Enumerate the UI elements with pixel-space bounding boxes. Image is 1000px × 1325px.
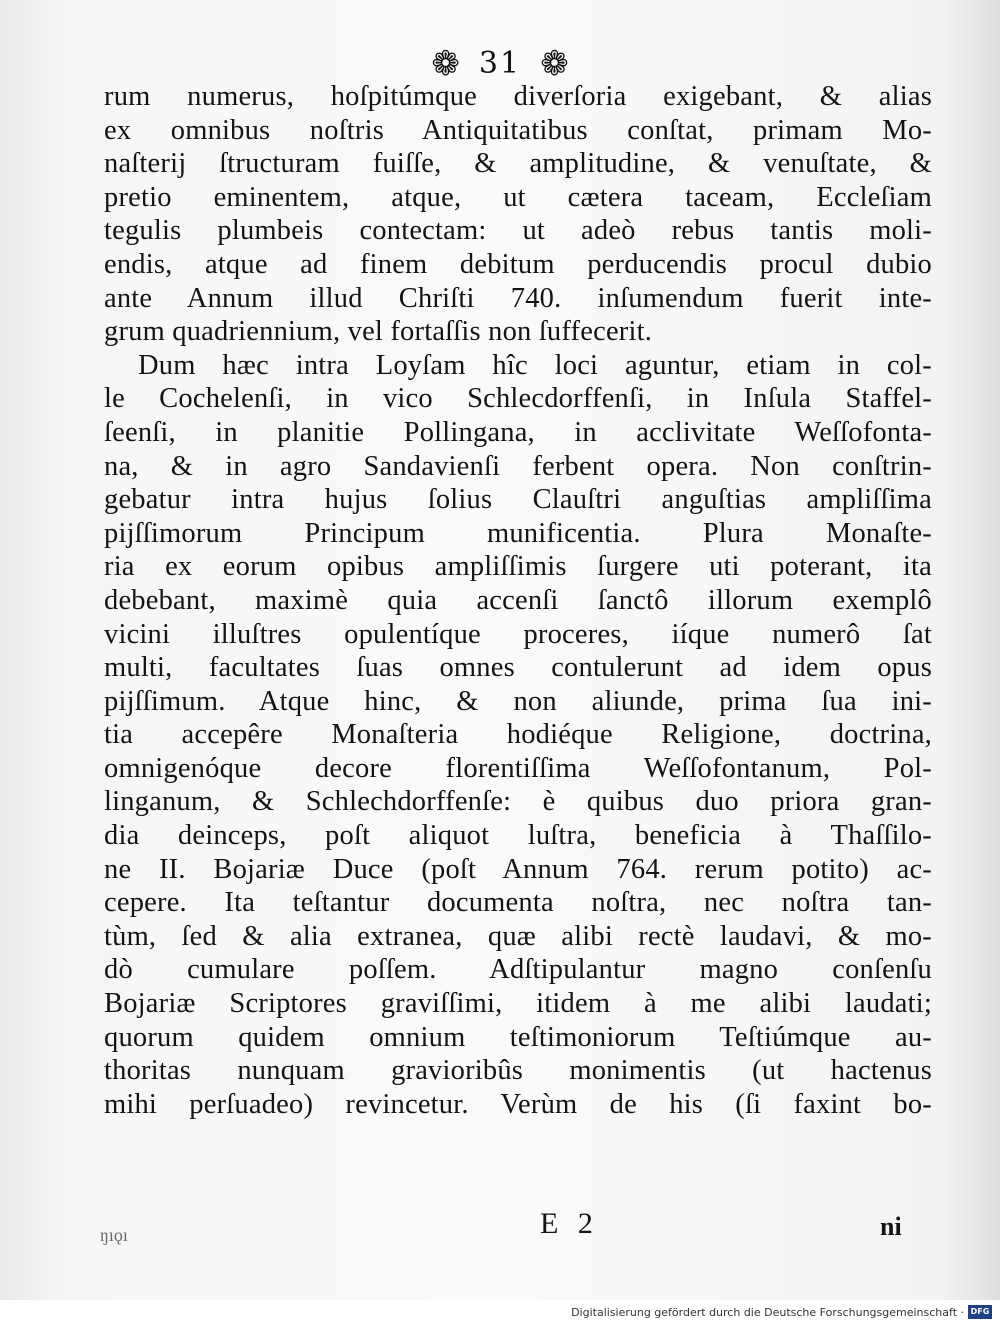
text-line: na, & in agro Sandavienſi ferbent opera. Non conſtrin- bbox=[104, 450, 932, 482]
text-line: naſterij ſtructuram fuiſſe, & amplitudine, & venuſtate, & bbox=[104, 148, 932, 180]
text-line: endis, atque ad finem debitum perducendis procul dubio bbox=[104, 248, 932, 280]
text-line: ante Annum illud Chriſti 740. inſumendum fuerit inte- bbox=[104, 282, 932, 314]
text-line: rum numerus, hoſpitúmque diverſoria exigebant, & alias bbox=[104, 81, 932, 112]
text-line: grum quadriennium, vel fortaſſis non ſuffecerit. bbox=[104, 316, 653, 348]
text-line: quorum quidem omnium teſtimoniorum Teſtiúmque au- bbox=[104, 1021, 932, 1053]
footer-bar bbox=[0, 1300, 1000, 1325]
text-line: multi, facultates ſuas omnes contulerunt ad idem opus bbox=[104, 652, 932, 684]
margin-mark: ŋıǫı bbox=[100, 1225, 128, 1245]
text-line: gebatur intra hujus ſolius Clauſtri anguſtias ampliſſima bbox=[104, 484, 932, 516]
text-line: tùm, ſed & alia extranea, quæ alibi rectè laudavi, & mo- bbox=[104, 920, 932, 952]
ornament-right-icon: ❁ bbox=[540, 44, 569, 84]
catchword: ni bbox=[880, 1212, 902, 1241]
text-line: debebant, maximè quia accenſi ſanctô illorum exemplô bbox=[104, 584, 932, 616]
text-line: dò cumulare poſſem. Adſtipulantur magno conſenſu bbox=[104, 954, 932, 986]
text-line: Dum hæc intra Loyſam hîc loci aguntur, etiam in col- bbox=[138, 349, 932, 381]
text-line: ria ex eorum opibus ampliſſimis ſurgere uti poterant, ita bbox=[104, 551, 932, 583]
text-line: ne II. Bojariæ Duce (poſt Annum 764. rerum potito) ac- bbox=[104, 853, 932, 885]
text-line: linganum, & Schlechdorffenſe: è quibus duo priora gran- bbox=[104, 786, 932, 818]
text-line: ex omnibus noſtris Antiquitatibus conſtat, primam Mo- bbox=[104, 114, 932, 146]
ornament-left-icon: ❁ bbox=[431, 44, 460, 84]
signature-mark: E 2 bbox=[540, 1207, 599, 1240]
text-line: pijſſimorum Principum munificentia. Plura Monaſte- bbox=[104, 517, 932, 549]
text-line: cepere. Ita teſtantur documenta noſtra, nec noſtra tan- bbox=[104, 887, 932, 919]
dfg-logo-icon: DFG bbox=[968, 1305, 992, 1319]
text-line: omnigenóque decore florentiſſima Weſſofontanum, Pol- bbox=[104, 752, 932, 784]
text-line: pijſſimum. Atque hinc, & non aliunde, prima ſua ini- bbox=[104, 685, 932, 717]
text-line: mihi perſuadeo) revincetur. Verùm de his (ſi faxint bo- bbox=[104, 1088, 932, 1120]
text-line: pretio eminentem, atque, ut cætera taceam, Eccleſiam bbox=[104, 181, 932, 213]
text-line: Bojariæ Scriptores graviſſimi, itidem à me alibi laudati; bbox=[104, 988, 932, 1020]
text-line: tegulis plumbeis contectam: ut adeò rebus tantis moli- bbox=[104, 215, 932, 247]
body-text bbox=[104, 80, 932, 1121]
text-line: ſeenſi, in planitie Pollingana, in acclivitate Weſſofonta- bbox=[104, 416, 932, 448]
page-number: 31 bbox=[478, 46, 522, 81]
text-line: dia deinceps, poſt aliquot luſtra, beneficia à Thaſſilo- bbox=[104, 820, 932, 852]
text-line: thoritas nunquam gravioribûs monimentis (ut hactenus bbox=[104, 1055, 932, 1087]
text-line: tia accepêre Monaſteria hodiéque Religione, doctrina, bbox=[104, 719, 932, 751]
text-line: vicini illuſtres opulentíque proceres, iíque numerô ſat bbox=[104, 618, 932, 650]
text-line: le Cochelenſi, in vico Schlecdorffenſi, in Inſula Staffel- bbox=[104, 383, 932, 415]
footer-credit: Digitalisierung gefördert durch die Deutsche Forschungsgemeinschaft · bbox=[571, 1306, 964, 1319]
